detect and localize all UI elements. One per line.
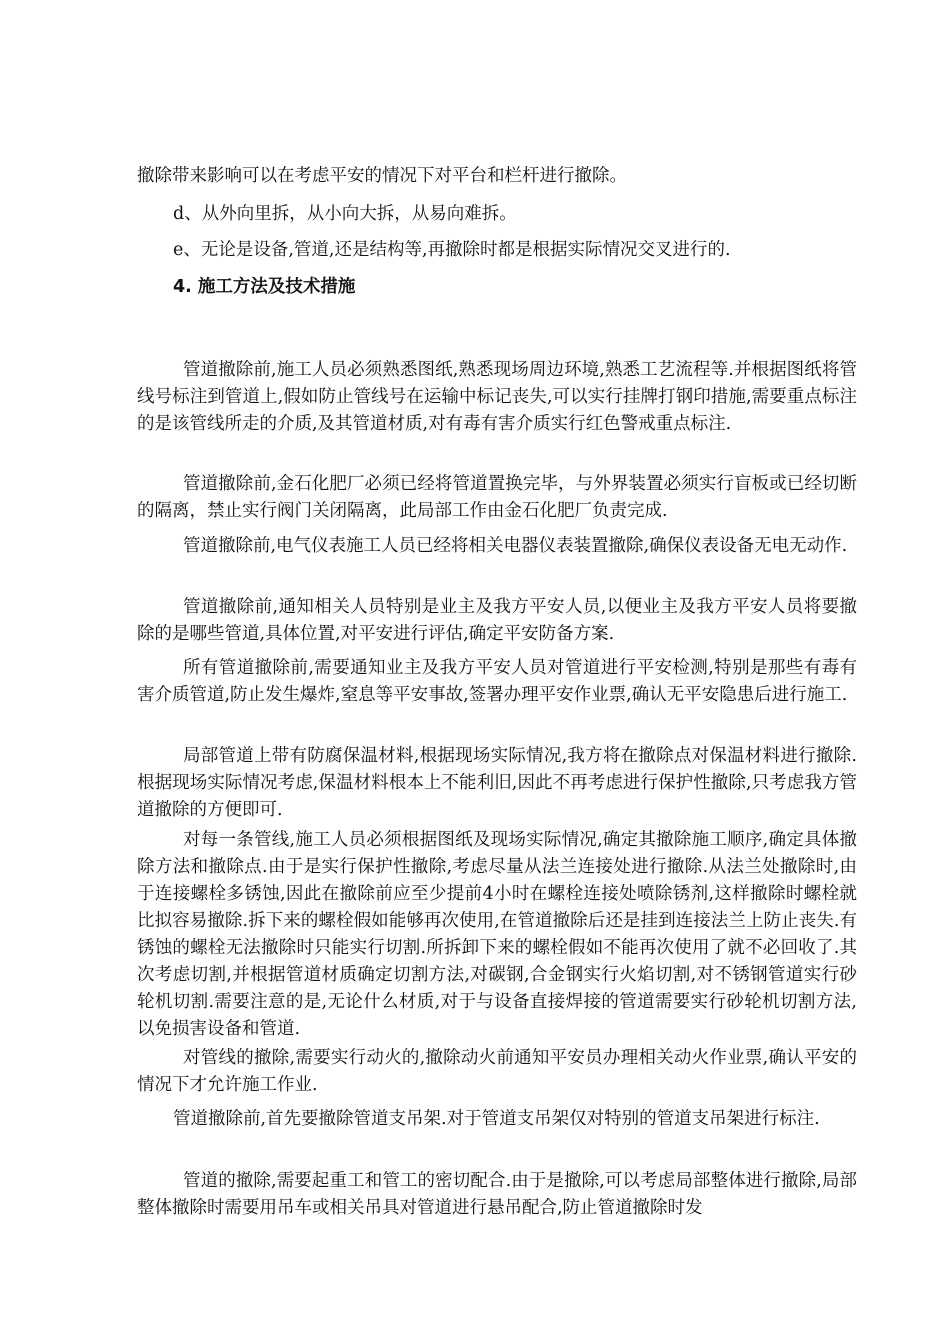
paragraph-4: 管道撤除前,通知相关人员特别是业主及我方平安人员,以便业主及我方平安人员将要撤除的是哪些管道,具体位置,对平安进行评估,确定平安防备方案. (137, 597, 857, 644)
paragraph-2: 管道撤除前,金石化肥厂必须已经将管道置换完毕，与外界装置必须实行盲板或已经切断的隔离，禁止实行阀门关闭隔离，此局部工作由金石化肥厂负责完成. (137, 474, 857, 521)
paragraph-3: 管道撤除前,电气仪表施工人员已经将相关电器仪表装置撤除,确保仪表设备无电无动作. (183, 536, 848, 556)
paragraph-9: 管道撤除前,首先要撤除管道支吊架.对于管道支吊架仅对特别的管道支吊架进行标注. (173, 1109, 820, 1129)
list-item-d: d、从外向里拆，从小向大拆，从易向难拆。 (173, 204, 517, 224)
paragraph-6: 局部管道上带有防腐保温材料,根据现场实际情况,我方将在撤除点对保温材料进行撤除.根据现场实际情况考虑,保温材料根本上不能利旧,因此不再考虑进行保护性撤除,只考虑我方管道撤除的方便即可. (137, 746, 857, 820)
section-heading: 4. 施工方法及技术措施 (173, 277, 356, 297)
paragraph-1: 管道撤除前,施工人员必须熟悉图纸,熟悉现场周边环境,熟悉工艺流程等.并根据图纸将管线号标注到管道上,假如防止管线号在运输中标记丧失,可以实行挂牌打钢印措施,需要重点标注的是该管线所走的介质,及其管道材质,对有毒有害介质实行红色警戒重点标注. (137, 360, 857, 434)
paragraph-10: 管道的撤除,需要起重工和管工的密切配合.由于是撤除,可以考虑局部整体进行撤除,局部整体撤除时需要用吊车或相关吊具对管道进行悬吊配合,防止管道撤除时发 (137, 1171, 857, 1218)
paragraph-5: 所有管道撤除前,需要通知业主及我方平安人员对管道进行平安检测,特别是那些有毒有害介质管道,防止发生爆炸,窒息等平安事故,签署办理平安作业票,确认无平安隐患后进行施工. (137, 658, 857, 705)
paragraph-7: 对每一条管线,施工人员必须根据图纸及现场实际情况,确定其撤除施工顺序,确定具体撤除方法和撤除点.由于是实行保护性撤除,考虑尽量从法兰连接处进行撤除.从法兰处撤除时,由于连接螺栓多锈蚀,因此在撤除前应至少提前4小时在螺栓连接处喷除锈剂,这样撤除时螺栓就比拟容易撤除.拆下来的螺栓假如能够再次使用,在管道撤除后还是挂到连接法兰上防止丧失.有锈蚀的螺栓无法撤除时只能实行切割.所拆卸下来的螺栓假如不能再次使用了就不必回收了.其次考虑切割,并根据管道材质确定切割方法,对碳钢,合金钢实行火焰切割,对不锈钢管道实行砂轮机切割.需要注意的是,无论什么材质,对于与设备直接焊接的管道需要实行砂轮机切割方法,以免损害设备和管道. (137, 830, 857, 1039)
list-item-e: e、无论是设备,管道,还是结构等,再撤除时都是根据实际情况交叉进行的. (173, 240, 731, 260)
paragraph-8: 对管线的撤除,需要实行动火的,撤除动火前通知平安员办理相关动火作业票,确认平安的情况下才允许施工作业. (137, 1048, 857, 1095)
text-line-continuation: 撤除带来影响可以在考虑平安的情况下对平台和栏杆进行撤除。 (137, 166, 627, 186)
